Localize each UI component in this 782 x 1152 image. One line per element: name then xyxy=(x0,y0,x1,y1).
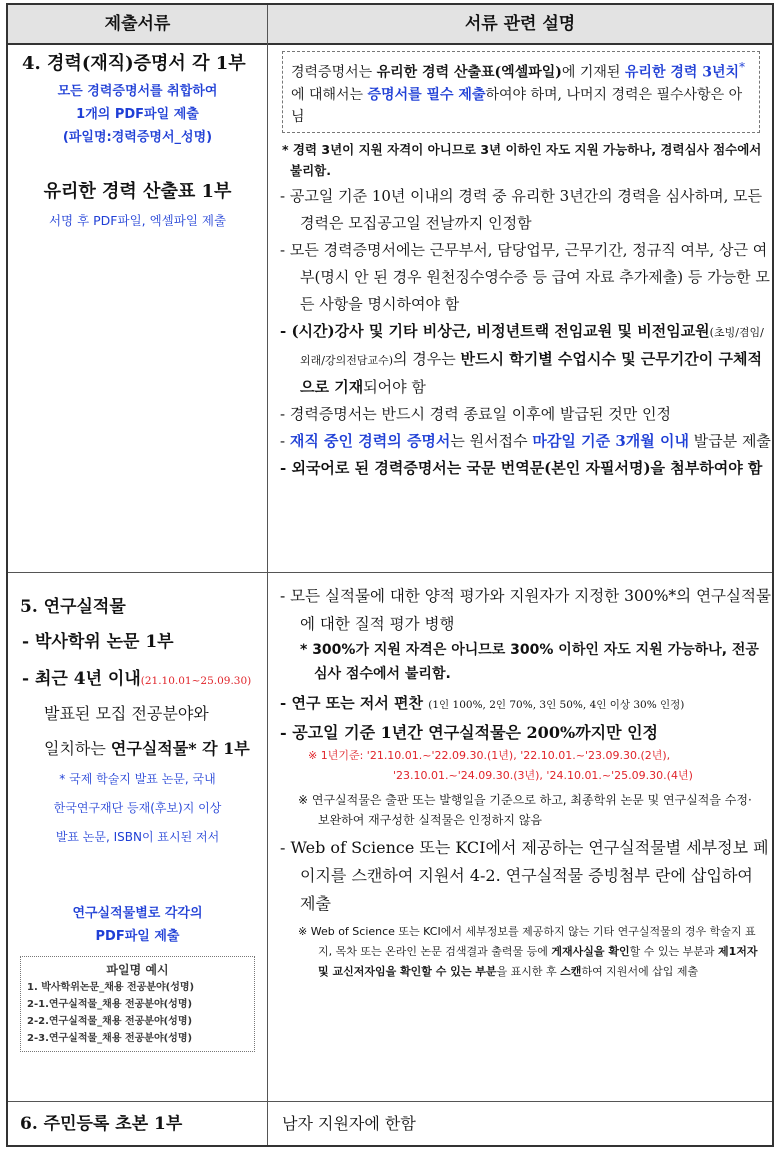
document-table xyxy=(6,3,774,1147)
b5-part: 마감일 기준 3개월 이내 xyxy=(532,431,689,450)
table-header xyxy=(8,5,772,45)
row4-bullet-5 xyxy=(268,428,772,455)
b3-part: - (시간)강사 및 기타 비상근, 비정년트랙 전임교원 및 비전임교원 xyxy=(280,321,710,340)
red-note-1: ※ 1년기준: '21.10.01.~'22.09.30.(1년), '22.10.01.~'23.09.30.(2년), xyxy=(308,749,671,762)
row4-title-2: 유리한 경력 산출표 1부 xyxy=(43,181,232,202)
example-4: 2-3.연구실적물_채용 전공분야(성명) xyxy=(27,1033,193,1044)
row4-blue-3: (파일명:경력증명서_성명) xyxy=(62,130,213,145)
row5-blue-1: 연구실적물별로 각각의 xyxy=(72,906,203,921)
row4-title: 4. 경력(재직)증명서 각 1부 xyxy=(22,53,246,74)
note2-part: 제1저자 및 교신저자임을 확인할 수 있는 부분 xyxy=(318,945,758,978)
note2-part: 을 표시한 후 xyxy=(496,965,561,978)
b2-part: - 연구 또는 저서 편찬 xyxy=(280,694,429,712)
b3-part: (초빙/겸임/외래/강의전담교수) xyxy=(300,325,764,367)
row5-left xyxy=(8,574,267,1052)
b3-part: 되어야 함 xyxy=(363,377,426,396)
box-text: 증명서를 필수 제출 xyxy=(367,86,486,103)
b5-part: 는 원서접수 xyxy=(450,431,533,450)
box-text: 경력증명서는 xyxy=(291,64,377,81)
row4-blue-2: 1개의 PDF파일 제출 xyxy=(76,107,199,122)
row5-line-1: - 박사학위 논문 1부 xyxy=(22,632,174,652)
row5-note-3: 발표 논문, ISBN이 표시된 저서 xyxy=(55,830,220,844)
row4-left xyxy=(8,45,267,229)
row5-note-2: 한국연구재단 등재(후보)지 이상 xyxy=(53,801,222,815)
row4-bullet-4: - 경력증명서는 반드시 경력 종료일 이후에 발급된 것만 인정 xyxy=(280,404,671,423)
box-text: 에 기재된 xyxy=(561,64,625,81)
row5-bullet-3: - 공고일 기준 1년간 연구실적물은 200%까지만 인정 xyxy=(280,723,659,742)
b3-part: 반드시 학기별 수업시수 및 근무기간이 구체적으로 기재 xyxy=(300,349,762,396)
b2-part: (1인 100%, 2인 70%, 3인 50%, 4인 이상 30% 인정) xyxy=(428,699,685,711)
row5-line-4 xyxy=(8,724,267,759)
example-title: 파일명 예시 xyxy=(106,963,169,977)
row6-left xyxy=(8,1102,267,1145)
header-documents: 제출서류 xyxy=(104,14,171,34)
b5-part: 발급분 제출 xyxy=(688,431,771,450)
row4-right xyxy=(268,45,772,482)
row5-note-1: ※ 연구실적물은 출판 또는 발행일을 기준으로 하고, 최종학위 논문 및 연구실적을 수정·보완하여 재구성한 실적물은 인정하지 않음 xyxy=(298,793,752,827)
row6-right xyxy=(268,1102,772,1145)
example-2: 2-1.연구실적물_채용 전공분야(성명) xyxy=(27,999,193,1010)
box-sup: * xyxy=(739,60,745,74)
row5-blue-2: PDF파일 제출 xyxy=(95,929,180,944)
l2-part: (21.10.01~25.09.30) xyxy=(140,675,252,687)
b3-part: 의 경우는 xyxy=(393,349,461,368)
row4-bullet-6: - 외국어로 된 경력증명서는 국문 번역문(본인 자필서명)을 첨부하여야 함 xyxy=(280,458,763,477)
row5-bullet-1: - 모든 실적물에 대한 양적 평가와 지원자가 지정한 300%*의 연구실적물에 대한 질적 평가 병행 xyxy=(280,587,771,633)
row5-note-1: * 국제 학술지 발표 논문, 국내 xyxy=(59,772,216,786)
row-divider xyxy=(8,572,772,573)
header-description: 서류 관련 설명 xyxy=(464,14,576,34)
row4-bullet-2: - 모든 경력증명서에는 근무부서, 담당업무, 근무기간, 정규직 여부, 상근 여부(명시 안 된 경우 원천징수영수증 등 급여 자료 추가제출) 등 가능한 모든 사항을 명시하여야 함 xyxy=(280,240,770,313)
row5-bullet-4: - Web of Science 또는 KCI에서 제공하는 연구실적물별 세부정보 페이지를 스캔하여 지원서 4-2. 연구실적물 증빙첨부 란에 삽입하여 제출 xyxy=(280,838,769,913)
highlight-box xyxy=(282,51,760,133)
row4-bullet-1: - 공고일 기준 10년 이내의 경력 중 유리한 3년간의 경력을 심사하며, 모든 경력은 모집공고일 전날까지 인정함 xyxy=(280,186,763,232)
row5-title: 5. 연구실적물 xyxy=(20,597,126,617)
box-text: 에 대해서는 xyxy=(291,86,368,103)
box-text: 유리한 경력 산출표(엑셀파일) xyxy=(376,64,562,81)
note2-part: 하여 지원서에 삽입 제출 xyxy=(581,965,699,978)
row4-blue-1: 모든 경력증명서를 취합하여 xyxy=(57,84,218,99)
l2-part: - 최근 4년 이내 xyxy=(22,669,141,689)
example-3: 2-2.연구실적물_채용 전공분야(성명) xyxy=(27,1016,193,1027)
b5-part: - xyxy=(280,431,290,450)
row4-star-note: * 경력 3년이 지원 자격이 아니므로 3년 이하인 자도 지원 가능하나, 경력심사 점수에서 불리함. xyxy=(282,141,762,178)
l4-part: 연구실적물 xyxy=(110,739,189,758)
row5-line-3: 발표된 모집 전공분야와 xyxy=(44,704,209,723)
l4-part: 일치하는 xyxy=(44,739,111,758)
row5-note-2 xyxy=(268,918,772,982)
b5-part: 재직 중인 경력의 증명서 xyxy=(289,431,451,450)
row4-blue-4: 서명 후 PDF파일, 엑셀파일 제출 xyxy=(48,213,227,228)
note2-part: 할 수 있는 부분과 xyxy=(629,945,718,958)
row4-bullet-3 xyxy=(268,318,772,401)
example-1: 1. 박사학위논문_채용 전공분야(성명) xyxy=(27,982,195,993)
box-text: 유리한 경력 3년치 xyxy=(624,64,740,81)
row5-line-2 xyxy=(8,652,267,689)
row5-right xyxy=(268,574,772,982)
box-text: 하여야 하며, 나머지 경력은 필수사항은 아님 xyxy=(291,86,743,125)
note2-part: 스캔 xyxy=(560,965,582,978)
l4-part: * 각 1부 xyxy=(188,739,250,758)
row5-bullet-2 xyxy=(268,690,772,719)
red-note-2: '23.10.01.~'24.09.30.(3년), '24.10.01.~'25.09.30.(4년) xyxy=(393,769,693,782)
note2-part: ※ Web of Science 또는 KCI에서 세부정보를 제공하지 않는 기타 연구실적물의 경우 학술지 표지, 목차 또는 온라인 논문 검색결과 출력물 등에 xyxy=(298,925,756,958)
row6-desc: 남자 지원자에 한함 xyxy=(282,1114,416,1133)
filename-example-box xyxy=(20,956,255,1052)
row5-star-note: * 300%가 지원 자격은 아니므로 300% 이하인 자도 지원 가능하나, 전공심사 점수에서 불리함. xyxy=(300,642,759,682)
row6-title: 6. 주민등록 초본 1부 xyxy=(20,1114,183,1134)
note2-part: 게재사실을 확인 xyxy=(551,945,630,958)
